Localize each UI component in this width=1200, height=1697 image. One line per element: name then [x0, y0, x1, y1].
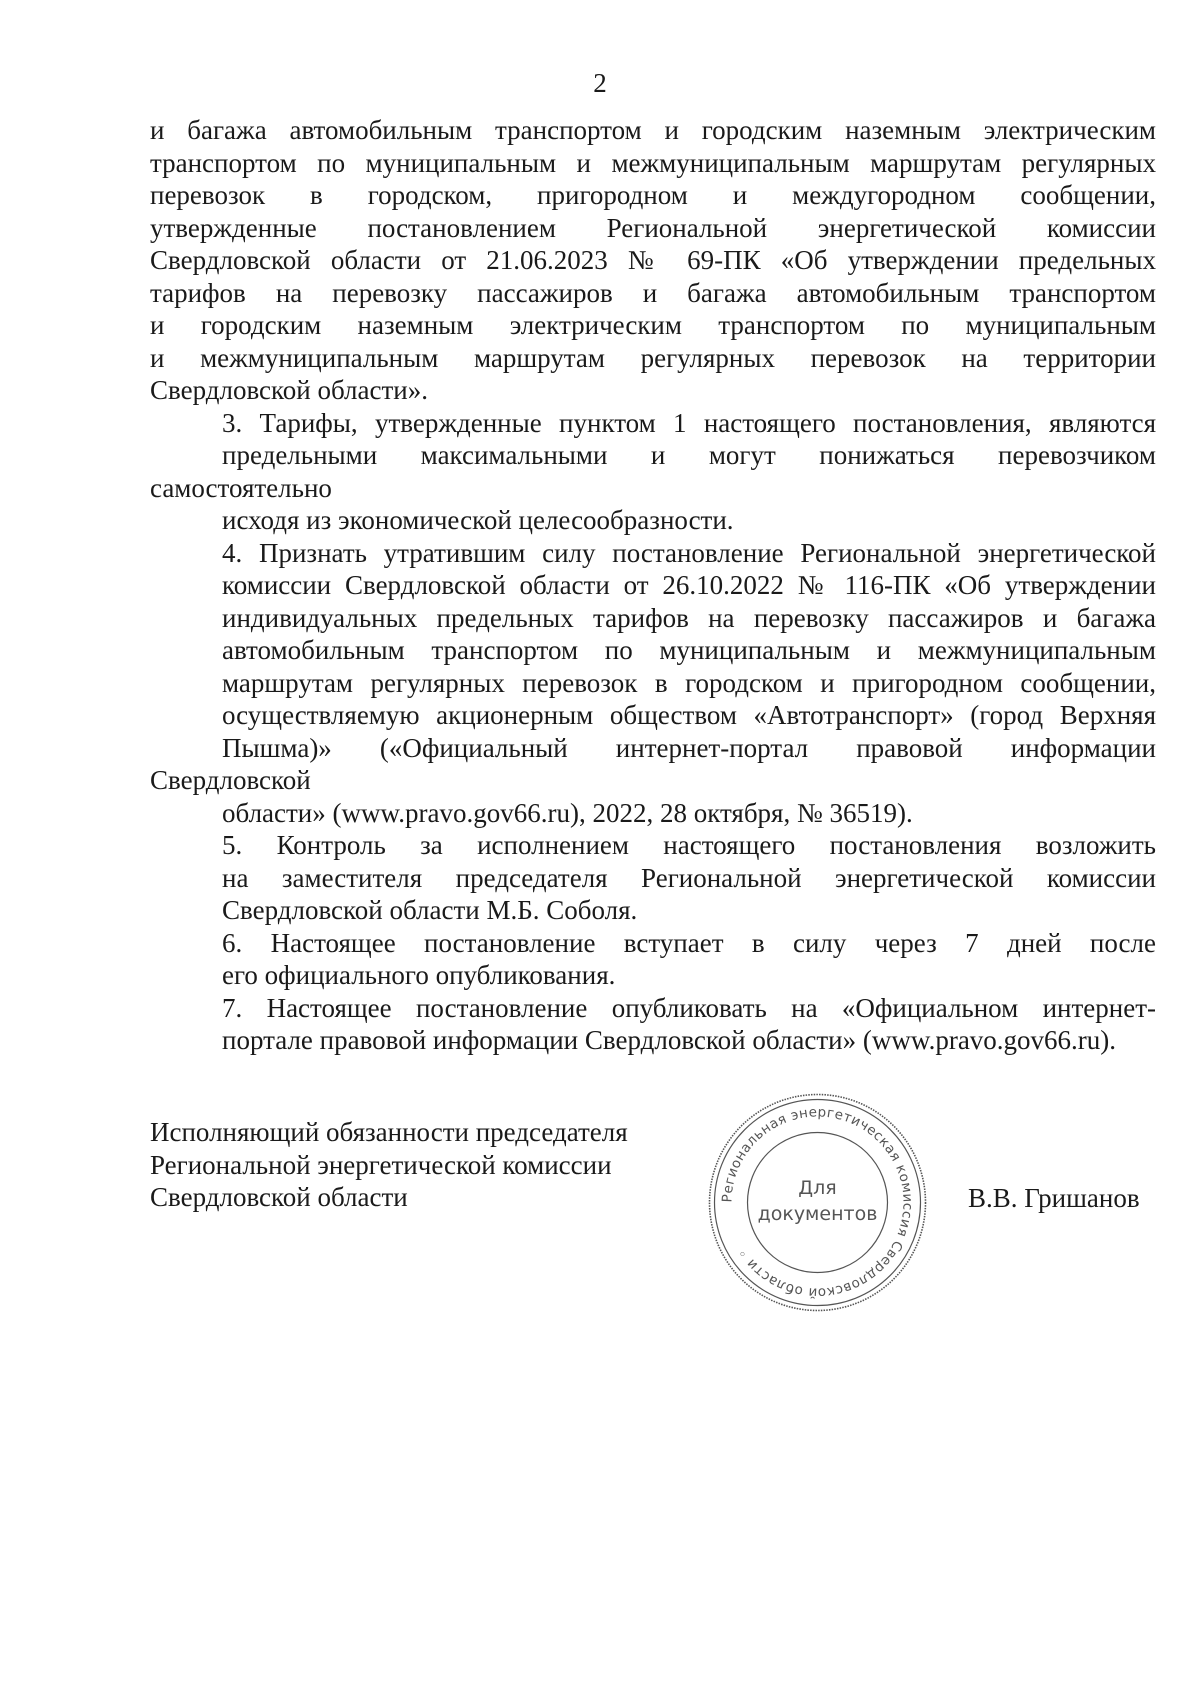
text-line: Свердловской области от 21.06.2023 № 69-ПК «Об утверждении предельных: [150, 245, 1156, 275]
official-stamp: [705, 1090, 930, 1315]
text-line: маршрутам регулярных перевозок в городском и пригородном сообщении,: [222, 667, 1156, 698]
text-line: утвержденные постановлением Региональной энергетической комиссии: [150, 212, 1156, 243]
text-line: транспортом по муниципальным и межмуниципальным маршрутам регулярных: [150, 147, 1156, 178]
signer-name: В.В. Гришанов: [968, 1183, 1140, 1213]
text-line: на заместителя председателя Региональной энергетической комиссии: [222, 862, 1156, 893]
text-line: 7. Настоящее постановление опубликовать на «Официальном интернет-: [222, 992, 1156, 1023]
text-line: перевозок в городском, пригородном и междугородном сообщении,: [150, 180, 1156, 210]
stamp-center-line: документов: [757, 1203, 878, 1225]
signature-title-line: Свердловской области: [150, 1182, 408, 1212]
text-line: осуществляемую акционерным обществом «Автотранспорт» (город Верхняя: [222, 700, 1156, 730]
document-body: [150, 114, 1156, 1057]
paragraph: [150, 537, 1156, 830]
text-line: индивидуальных предельных тарифов на перевозку пассажиров и багажа: [222, 602, 1156, 633]
stamp-ring-text: Региональная энергетическая комиссия Свердловской области ◦: [719, 1104, 916, 1301]
text-line: тарифов на перевозку пассажиров и багажа автомобильным транспортом: [150, 277, 1156, 308]
text-line: и межмуниципальным маршрутам регулярных перевозок на территории: [150, 342, 1156, 373]
text-line: 4. Признать утратившим силу постановление Региональной энергетической: [222, 537, 1156, 568]
text-line: 6. Настоящее постановление вступает в силу через 7 дней после: [222, 927, 1156, 958]
signature-title-line: Региональной энергетической комиссии: [150, 1149, 612, 1180]
text-line: Свердловской области».: [150, 375, 428, 405]
text-line: и городским наземным электрическим транспортом по муниципальным: [150, 310, 1156, 340]
text-line: исходя из экономической целесообразности.: [222, 505, 734, 535]
signature-title-line: Исполняющий обязанности председателя: [150, 1117, 628, 1147]
paragraph: [150, 407, 1156, 537]
page-number: 2: [593, 68, 607, 98]
text-line: 5. Контроль за исполнением настоящего постановления возложить: [222, 830, 1156, 860]
paragraph: [150, 114, 1156, 407]
signature-title: [150, 1116, 628, 1214]
text-line: предельными максимальными и могут понижаться перевозчиком самостоятельно: [150, 440, 1156, 503]
text-line: и багажа автомобильным транспортом и городским наземным электрическим: [150, 115, 1156, 145]
text-line: автомобильным транспортом по муниципальным и межмуниципальным: [222, 635, 1156, 665]
stamp-center-line: Для: [798, 1177, 837, 1199]
text-line: 3. Тарифы, утвержденные пунктом 1 настоящего постановления, являются: [222, 407, 1156, 438]
paragraph: [150, 829, 1156, 927]
paragraph: [150, 927, 1156, 992]
text-line: Свердловской области М.Б. Соболя.: [222, 895, 638, 925]
text-line: комиссии Свердловской области от 26.10.2022 № 116-ПК «Об утверждении: [222, 570, 1156, 600]
text-line: Пышма)» («Официальный интернет-портал правовой информации Свердловской: [150, 732, 1156, 795]
text-line: портале правовой информации Свердловской области» (www.pravo.gov66.ru).: [222, 1025, 1117, 1055]
paragraph: [150, 992, 1156, 1057]
text-line: его официального опубликования.: [222, 960, 616, 990]
text-line: области» (www.pravo.gov66.ru), 2022, 28 октября, № 36519).: [222, 797, 913, 828]
